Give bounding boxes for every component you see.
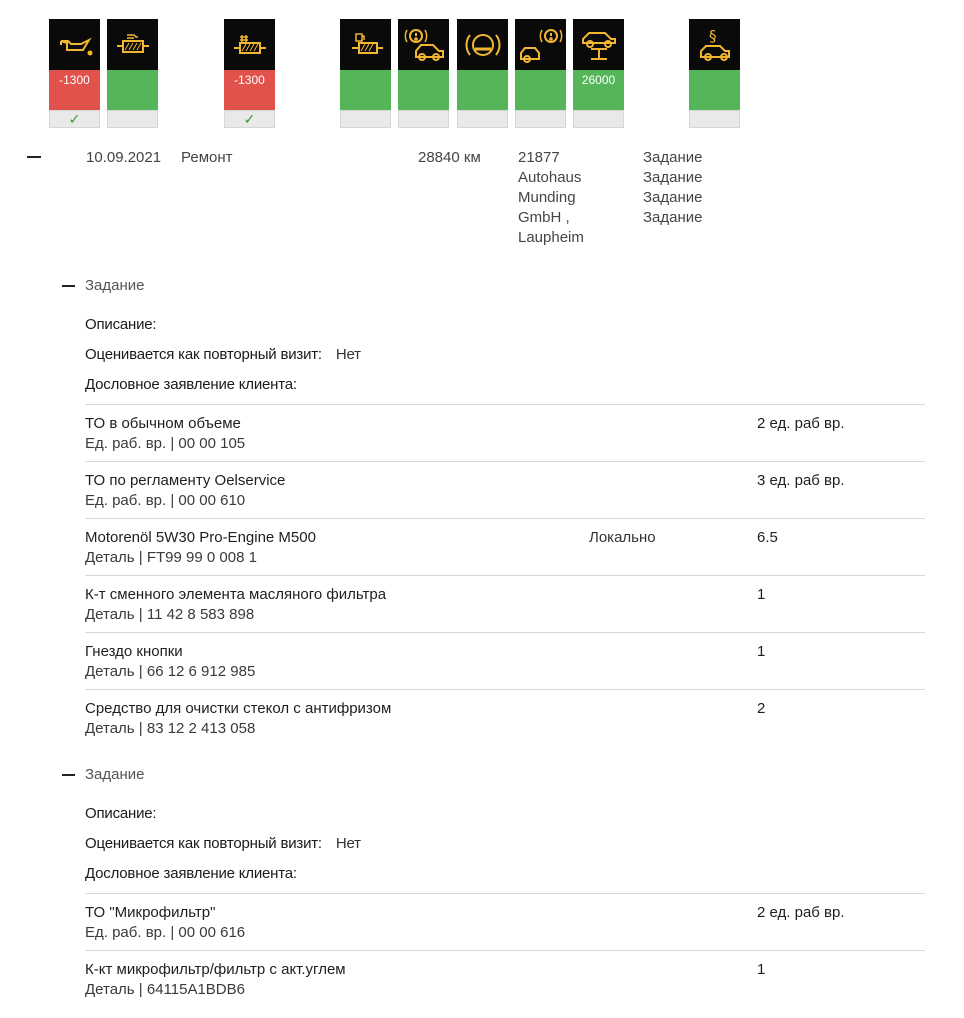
repeat-visit-label: Оценивается как повторный визит:	[85, 835, 322, 852]
description-label: Описание:	[85, 805, 157, 822]
task-summary-list	[643, 148, 703, 228]
svg-text:§: §	[708, 26, 716, 45]
task-title: Задание	[85, 277, 145, 294]
tile-status	[398, 70, 449, 110]
item-quantity: 2 ед. раб вр.	[757, 415, 845, 432]
service-tile-fuel-filter[interactable]	[340, 19, 391, 130]
repeat-visit-row	[85, 835, 361, 852]
collapse-icon[interactable]	[62, 774, 75, 776]
repeat-visit-label: Оценивается как повторный визит:	[85, 346, 322, 363]
item-name: Гнездо кнопки	[85, 643, 183, 660]
collapse-icon[interactable]	[62, 285, 75, 287]
repeat-visit-value: Нет	[335, 346, 361, 363]
car-lift-icon	[573, 19, 624, 70]
table-row	[85, 950, 925, 1011]
item-code: Деталь | 11 42 8 583 898	[85, 606, 255, 623]
task-title: Задание	[85, 766, 145, 783]
item-code: Деталь | FT99 99 0 008 1	[85, 549, 257, 566]
tile-footer	[398, 110, 449, 128]
table-row	[85, 632, 925, 690]
customer-statement-label: Дословное заявление клиента:	[85, 376, 297, 393]
tile-status: -1300	[224, 70, 275, 110]
task-header[interactable]	[62, 766, 145, 783]
table-row	[85, 575, 925, 633]
check-icon: ✓	[49, 110, 100, 128]
item-code: Деталь | 66 12 6 912 985	[85, 663, 256, 680]
tile-status: -1300	[49, 70, 100, 110]
tile-footer	[457, 110, 508, 128]
tile-status	[457, 70, 508, 110]
tile-footer	[107, 110, 158, 128]
item-quantity: 1	[757, 643, 766, 660]
task-summary-item: Задание	[643, 189, 703, 206]
item-name: ТО "Микрофильтр"	[85, 904, 216, 921]
item-location: Локально	[589, 529, 656, 546]
dealer-line: GmbH ,	[518, 209, 570, 226]
table-row	[85, 461, 925, 519]
item-quantity: 1	[757, 961, 766, 978]
item-code: Деталь | 64115A1BDB6	[85, 981, 245, 998]
service-tile-oil[interactable]	[49, 19, 100, 130]
item-name: ТО в обычном объеме	[85, 415, 241, 432]
service-tile-brake-warning[interactable]	[457, 19, 508, 130]
dealer-line: Munding	[518, 189, 576, 206]
item-quantity: 1	[757, 586, 766, 603]
table-row	[85, 893, 925, 951]
table-row	[85, 404, 925, 462]
item-code: Ед. раб. вр. | 00 00 610	[85, 492, 246, 509]
item-name: Motorenöl 5W30 Pro-Engine M500	[85, 529, 316, 546]
item-code: Ед. раб. вр. | 00 00 616	[85, 924, 246, 941]
item-quantity: 2 ед. раб вр.	[757, 904, 845, 921]
customer-statement-label: Дословное заявление клиента:	[85, 865, 297, 882]
dealer-line: 21877	[518, 149, 560, 166]
task-summary-item: Задание	[643, 149, 703, 166]
item-quantity: 3 ед. раб вр.	[757, 472, 845, 489]
oil-can-icon	[49, 19, 100, 70]
service-mileage: 28840 км	[418, 149, 481, 166]
repeat-visit-value: Нет	[335, 835, 361, 852]
item-name: К-т сменного элемента масляного фильтра	[85, 586, 387, 603]
service-tile-particle-filter[interactable]	[107, 19, 158, 130]
item-quantity: 6.5	[757, 529, 778, 546]
service-date: 10.09.2021	[86, 149, 162, 166]
brake-warning-icon	[457, 19, 508, 70]
tile-footer	[573, 110, 624, 128]
item-name: ТО по регламенту Oelservice	[85, 472, 286, 489]
tile-footer	[340, 110, 391, 128]
legal-inspection-icon	[689, 19, 740, 70]
check-icon: ✓	[224, 110, 275, 128]
description-label: Описание:	[85, 316, 157, 333]
dealer-line: Laupheim	[518, 229, 584, 246]
service-tile-exhaust-filter[interactable]	[224, 19, 275, 130]
item-quantity: 2	[757, 700, 766, 717]
tile-status	[340, 70, 391, 110]
particle-filter-icon	[107, 19, 158, 70]
collapse-icon[interactable]	[27, 156, 41, 158]
item-name: К-кт микрофильтр/фильтр с акт.углем	[85, 961, 346, 978]
table-row	[85, 689, 925, 745]
task-summary-item: Задание	[643, 169, 703, 186]
repeat-visit-row	[85, 346, 361, 363]
service-tile-car-warning[interactable]	[398, 19, 449, 130]
item-name: Средство для очистки стекол с антифризом	[85, 700, 392, 717]
tile-status	[689, 70, 740, 110]
service-tile-legal-inspection[interactable]	[689, 19, 740, 130]
service-type: Ремонт	[181, 149, 233, 166]
fuel-filter-icon	[340, 19, 391, 70]
car-service-warning-icon	[515, 19, 566, 70]
dealer-line: Autohaus	[518, 169, 582, 186]
tile-footer	[689, 110, 740, 128]
car-warning-icon	[398, 19, 449, 70]
tile-status	[107, 70, 158, 110]
item-code: Ед. раб. вр. | 00 00 105	[85, 435, 246, 452]
table-row	[85, 518, 925, 576]
task-summary-item: Задание	[643, 209, 703, 226]
service-tile-car-service-warning[interactable]	[515, 19, 566, 130]
service-tile-car-lift[interactable]	[573, 19, 624, 130]
exhaust-filter-icon	[224, 19, 275, 70]
dealer-info	[518, 148, 584, 248]
item-code: Деталь | 83 12 2 413 058	[85, 720, 256, 737]
tile-status: 26000	[573, 70, 624, 110]
tile-status	[515, 70, 566, 110]
task-header[interactable]	[62, 277, 145, 294]
tile-footer	[515, 110, 566, 128]
